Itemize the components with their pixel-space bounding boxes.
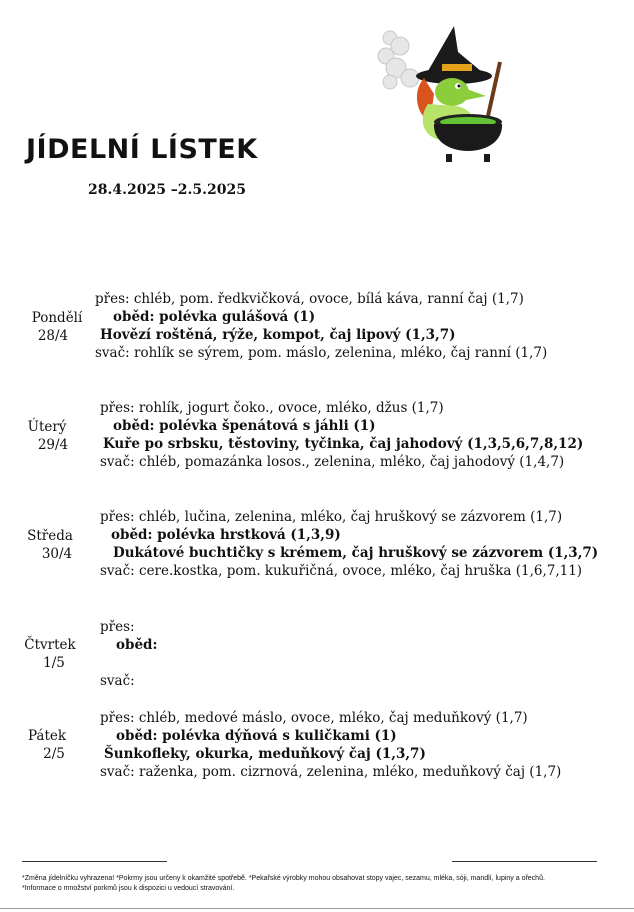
breakfast-thursday: přes: xyxy=(100,619,135,635)
main-course-wednesday: Dukátové buchtičky s krémem, čaj hruškový se zázvorem (1,3,7) xyxy=(113,545,599,561)
snack-tuesday: svač: chléb, pomazánka losos., zelenina, mléko, čaj jahodový (1,4,7) xyxy=(100,454,565,470)
signature-line-left xyxy=(22,861,167,862)
lunch-soup-wednesday: polévka hrstková (1,3,9) xyxy=(152,527,341,543)
lunch-soup-monday: polévka gulášová (1) xyxy=(154,309,316,325)
footer-note-2: *Informace o množství porkmů jsou k dispozici u vedoucí stravování. xyxy=(22,885,235,892)
lunch-soup-tuesday: polévka špenátová s jáhli (1) xyxy=(154,418,376,434)
lunch-monday xyxy=(113,308,315,326)
lunch-friday xyxy=(116,727,397,745)
day-name-wednesday: Středa xyxy=(27,528,73,544)
day-date-thursday: 1/5 xyxy=(43,655,65,671)
main-course-monday: Hovězí roštěná, rýže, kompot, čaj lipový (1,3,7) xyxy=(100,327,456,343)
snack-thursday: svač: xyxy=(100,673,135,689)
footer-note-1: *Změna jídelníčku vyhrazena! *Pokrmy jsou určeny k okamžité spotřebě. *Pekařské výrobky mohou obsahovat stopy vajec, sezamu, mléka, sóji, mandlí, lupiny a ořechů. xyxy=(22,875,545,882)
lunch-soup-friday: polévka dýňová s kuličkami (1) xyxy=(157,728,397,744)
lunch-tuesday xyxy=(113,417,376,435)
lunch-label: oběd: xyxy=(116,728,158,744)
witch-cauldron-illustration xyxy=(372,22,522,164)
day-date-friday: 2/5 xyxy=(43,746,65,762)
lunch-thursday xyxy=(116,636,157,654)
lunch-label: oběd: xyxy=(111,527,153,543)
day-name-tuesday: Úterý xyxy=(27,419,67,435)
snack-wednesday: svač: cere.kostka, pom. kukuřičná, ovoce, mléko, čaj hruška (1,6,7,11) xyxy=(100,563,583,579)
lunch-label: oběd: xyxy=(116,637,158,653)
breakfast-friday: přes: chléb, medové máslo, ovoce, mléko, čaj meduňkový (1,7) xyxy=(100,710,528,726)
day-date-wednesday: 30/4 xyxy=(41,546,73,562)
breakfast-monday: přes: chléb, pom. ředkvičková, ovoce, bílá káva, ranní čaj (1,7) xyxy=(95,291,524,307)
page-bottom-divider xyxy=(0,908,634,909)
day-name-friday: Pátek xyxy=(27,728,67,744)
day-date-tuesday: 29/4 xyxy=(37,437,69,453)
lunch-wednesday xyxy=(111,526,341,544)
day-date-monday: 28/4 xyxy=(37,328,69,344)
page-title: JÍDELNÍ LÍSTEK xyxy=(26,134,258,165)
breakfast-tuesday: přes: rohlík, jogurt čoko., ovoce, mléko, džus (1,7) xyxy=(100,400,444,416)
lunch-label: oběd: xyxy=(113,309,155,325)
date-range: 28.4.2025 –2.5.2025 xyxy=(88,182,247,198)
lunch-label: oběd: xyxy=(113,418,155,434)
snack-friday: svač: raženka, pom. cizrnová, zelenina, mléko, meduňkový čaj (1,7) xyxy=(100,764,562,780)
main-course-tuesday: Kuře po srbsku, těstoviny, tyčinka, čaj jahodový (1,3,5,6,7,8,12) xyxy=(103,436,584,452)
main-course-friday: Šunkofleky, okurka, meduňkový čaj (1,3,7) xyxy=(104,746,426,762)
signature-line-right xyxy=(452,861,597,862)
breakfast-wednesday: přes: chléb, lučina, zelenina, mléko, čaj hruškový se zázvorem (1,7) xyxy=(100,509,563,525)
snack-monday: svač: rohlík se sýrem, pom. máslo, zelenina, mléko, čaj ranní (1,7) xyxy=(95,345,548,361)
day-name-thursday: Čtvrtek xyxy=(24,637,76,653)
day-name-monday: Pondělí xyxy=(31,310,83,326)
